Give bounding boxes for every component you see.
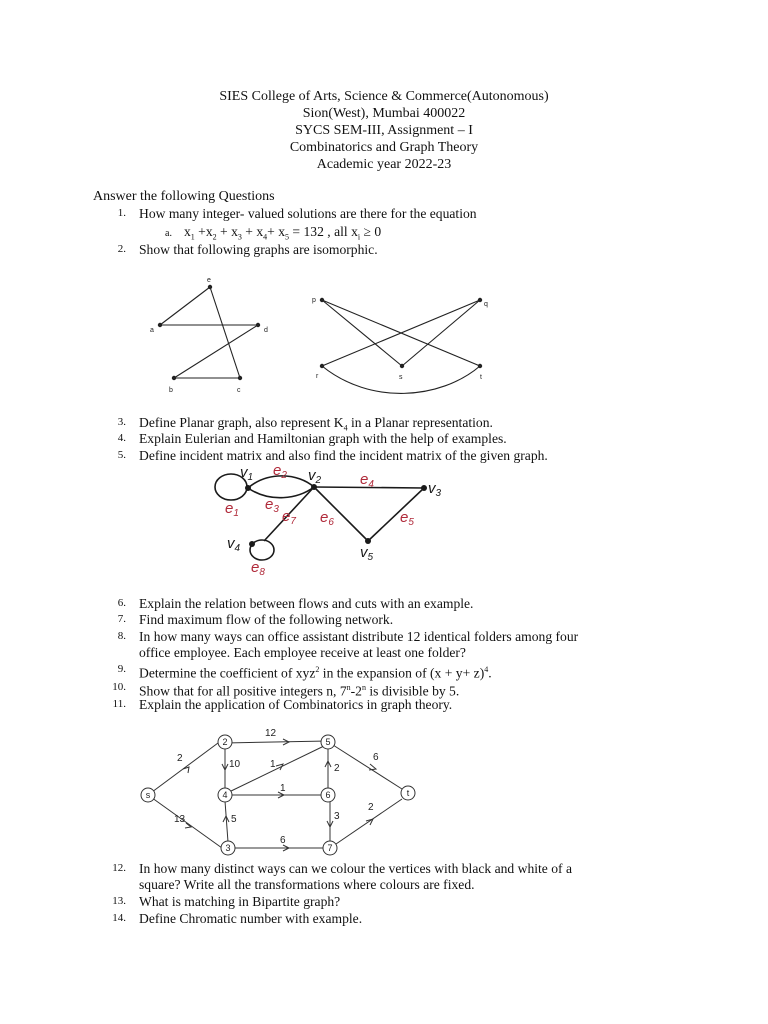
vertex-c [238, 376, 242, 380]
vertex-v3 [421, 485, 427, 491]
cap-s-3: 13 [174, 814, 186, 825]
vertex-d [256, 323, 260, 327]
flow-network-figure [0, 722, 768, 852]
cap-s-2: 2 [177, 753, 183, 764]
label-t: t [480, 374, 482, 381]
vertex-r [320, 364, 324, 368]
college-name: SIES College of Arts, Science & Commerce(Autonomous) [219, 89, 549, 104]
instructions: Answer the following Questions [93, 189, 275, 204]
question-number: 1. [117, 207, 126, 219]
label-s: s [399, 374, 403, 381]
label-p: p [312, 297, 316, 304]
academic-year: Academic year 2022-23 [316, 157, 452, 172]
vertex-s [400, 364, 404, 368]
label-e: e [207, 277, 211, 284]
label-q: q [484, 301, 488, 308]
svg-text:7: 7 [327, 843, 333, 853]
label-b: b [169, 387, 173, 394]
isomorphic-graphs-figure [0, 270, 768, 410]
vertex-b [172, 376, 176, 380]
svg-text:s: s [145, 790, 151, 800]
label-v4: $v_4$ [227, 535, 241, 554]
svg-text:3: 3 [225, 843, 231, 853]
vertex-v1 [245, 485, 251, 491]
label-v2: $v_2$ [308, 467, 322, 486]
cap-3-7: 6 [280, 835, 286, 846]
label-e4: $e_4$ [360, 471, 374, 490]
cap-3-4: 5 [231, 814, 237, 825]
vertex-p [320, 298, 324, 302]
cap-5-t: 6 [373, 752, 379, 763]
svg-text:t: t [406, 788, 410, 798]
cap-6-7: 3 [334, 811, 340, 822]
document-header [0, 88, 768, 173]
vertex-a [158, 323, 162, 327]
label-v3: $v_3$ [428, 480, 442, 499]
label-e1: $e_1$ [225, 500, 239, 519]
cap-7-t: 2 [368, 802, 374, 813]
label-e8: $e_8$ [251, 559, 265, 578]
question-text: How many integer- valued solutions are there for the equation [139, 206, 477, 221]
incidence-graph-figure [0, 463, 768, 578]
course-name: Combinatorics and Graph Theory [289, 140, 479, 155]
label-a: a [150, 327, 154, 334]
label-v5: $v_5$ [360, 544, 374, 563]
svg-text:5: 5 [325, 737, 331, 747]
svg-text:4: 4 [222, 790, 228, 800]
label-e5: $e_5$ [400, 509, 414, 528]
label-c: c [237, 387, 241, 394]
question-1a-equation: a. $x_1 +x_2 + x_3 + x_4+ x_5 = 132$ , all $x_i \ge 0$ [165, 224, 382, 242]
assignment-title: SYCS SEM-III, Assignment – I [295, 123, 473, 138]
cap-6-5: 2 [334, 763, 340, 774]
vertex-v4 [249, 541, 255, 547]
assignment-page: SIES College of Arts, Science & Commerce(Autonomous) Sion(West), Mumbai 400022 SYCS SEM-III, Assignment – I Combinatorics and Graph Theory Academic year 2022-23 Answer the following Questions 1. How many integer- valued solutions are there for the equation a. $x_1 +x_2 + x_3 + x_4+ x_5 = 132$ , all $x_i \ge 0$ 2. Show that following graphs are isomorphic. a e d b c p q r s t 3. Define Planar graph, also represent $K_4$ in a Planar representation. 4. Explain Eulerian and Hamiltonian graph with the help of examples. 5. Define incident matrix and also find the incident matrix of the given graph. $v_1$ $v_2$ $v_3$ $v_4$ $v_5$ $e_1$ $e_2$ $e_3$ $e_4$ $e_5$ $e_6$ $e_7$ $e_8$ 6. Explain the relation between flows and cuts with an example. 7. Find maximum flow of the following network. 8. In how many ways can office assistant distribute 12 identical folders among four office employee. Each employee receive at least one folder? 9. Determine the coefficient of xyz$^2$ in the expansion of $(x + y+ z)^4$. 10. Show that for all positive integers n, 7$^n$-2$^n$ is divisible by 5. 11. Explain the application of Combinatorics in graph theory. s 2 3 4 5 6 7 t 2 13 12 10 1 1 5 6 2 3 6 2 12. In how many distinct ways can we colour the vertices with black and white of a square? Write all the transformations where colours are fixed. 13. What is matching in Bipartite graph? 14. Define Chromatic number with example. [0, 0, 768, 1024]
college-address: Sion(West), Mumbai 400022 [302, 106, 466, 121]
cap-2-4: 10 [229, 759, 241, 770]
svg-text:6: 6 [325, 790, 331, 800]
label-d: d [264, 327, 268, 334]
vertex-q [478, 298, 482, 302]
cap-2-5: 12 [265, 728, 277, 739]
label-e7: $e_7$ [282, 508, 296, 527]
cap-4-6: 1 [280, 783, 286, 794]
label-v1: $v_1$ [240, 464, 254, 483]
label-e2: $e_2$ [273, 462, 287, 481]
svg-text:2: 2 [222, 737, 228, 747]
label-e3: $e_3$ [265, 496, 279, 515]
label-r: r [316, 373, 319, 380]
vertex-e [208, 285, 212, 289]
vertex-t [478, 364, 482, 368]
label-e6: $e_6$ [320, 509, 334, 528]
cap-4-5: 1 [270, 759, 276, 770]
